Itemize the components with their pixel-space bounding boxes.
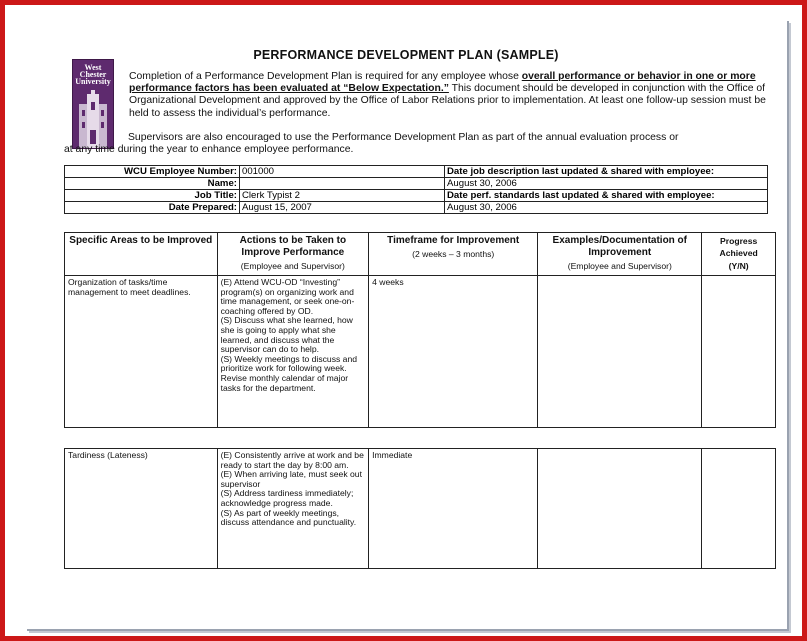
name-value	[240, 178, 445, 190]
name-label: Name:	[65, 178, 240, 190]
document-page	[25, 19, 787, 629]
employee-number-label: WCU Employee Number:	[65, 166, 240, 178]
intro-paragraph	[129, 71, 769, 120]
date-prepared-label: Date Prepared:	[65, 202, 240, 214]
row-2-examples	[538, 449, 702, 569]
row-1-progress	[702, 276, 776, 428]
row-1-area: Organization of tasks/time management to meet deadlines.	[65, 276, 218, 428]
col-progress: Progress Achieved (Y/N)	[702, 233, 776, 276]
spacer-row	[65, 428, 776, 449]
header-row	[65, 233, 776, 276]
logo-line-2: Chester	[79, 70, 107, 79]
col-timeframe: Timeframe for Improvement (2 weeks – 3 months)	[369, 233, 538, 276]
col-actions: Actions to be Taken to Improve Performance (Employee and Supervisor)	[217, 233, 369, 276]
row-2-area: Tardiness (Lateness)	[65, 449, 218, 569]
building-icon	[73, 90, 113, 148]
intro-text-a: Completion of a Performance Development Plan is required for any employee whose	[129, 71, 522, 82]
job-title-label: Job Title:	[65, 190, 240, 202]
university-logo	[72, 59, 114, 149]
table-row	[65, 449, 776, 569]
row-1-examples	[538, 276, 702, 428]
standards-updated-value: August 30, 2006	[445, 202, 768, 214]
page-title: PERFORMANCE DEVELOPMENT PLAN (SAMPLE)	[253, 48, 559, 62]
date-prepared-value: August 15, 2007	[240, 202, 445, 214]
intro-emphasis: overall performance or behavior in one or more performance factors has been evaluated at “Below Expectation.”	[129, 71, 756, 95]
supervisor-line-1: Supervisors are also encouraged to use the Performance Development Plan as part of the annual evaluation process or	[128, 132, 679, 143]
col-examples: Examples/Documentation of Improvement (Employee and Supervisor)	[538, 233, 702, 276]
row-2-progress	[702, 449, 776, 569]
logo-line-1: West	[84, 63, 102, 72]
development-plan-table	[64, 232, 776, 569]
standards-updated-label: Date perf. standards last updated & shared with employee:	[445, 190, 768, 202]
row-1-actions: (E) Attend WCU-OD “Investing” program(s) on organizing work and time management, or seek one-on-coaching offered by OD. (S) Discuss what she learned, how she is going to apply what she learned, and discuss what the supervisor can do to help. (S) Weekly meetings to discuss and prioritize work for following week. Revise monthly calendar of major tasks for the department.	[217, 276, 369, 428]
supervisor-line-2: at any time during the year to enhance employee performance.	[64, 144, 354, 156]
col-areas: Specific Areas to be Improved	[65, 233, 218, 276]
document-frame	[5, 5, 802, 636]
logo-line-3: University	[75, 77, 111, 86]
row-2-timeframe: Immediate	[369, 449, 538, 569]
intro-text-c: This document should be developed in conjunction with the Office of Organizational Development and approved by the Office of Labor Relations prior to implementation. At least one follow-up session must be held to assess the individual’s performance.	[129, 83, 766, 119]
row-2-actions: (E) Consistently arrive at work and be ready to start the day by 8:00 am. (E) When arriving late, must seek out supervisor (S) Address tardiness immediately; acknowledge progress made. (S) As part of weekly meetings, discuss attendance and punctuality.	[217, 449, 369, 569]
supervisor-paragraph	[64, 132, 788, 156]
job-title-value: Clerk Typist 2	[240, 190, 445, 202]
employee-number-value: 001000	[240, 166, 445, 178]
desc-updated-value: August 30, 2006	[445, 178, 768, 190]
desc-updated-label: Date job description last updated & shared with employee:	[445, 166, 768, 178]
table-row	[65, 276, 776, 428]
employee-info-table	[64, 165, 768, 214]
row-1-timeframe: 4 weeks	[369, 276, 538, 428]
